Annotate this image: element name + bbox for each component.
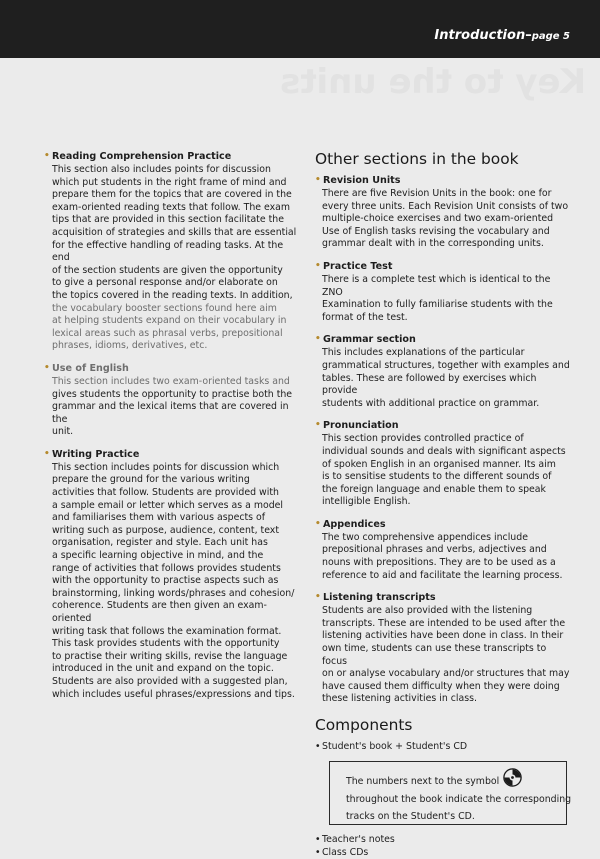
text-line: a specific learning objective in mind, and the — [52, 550, 264, 562]
item-title: Use of English — [52, 362, 129, 374]
text-line: grammatical structures, together with examples and — [322, 359, 570, 371]
text-line: gives students the opportunity to practise both the — [52, 388, 293, 400]
practice-test-item — [315, 260, 570, 324]
text-line: have caused them difficulty when they were doing — [322, 680, 560, 692]
text-line: every three units. Each Revision Unit consists of two — [322, 200, 569, 212]
item-body — [315, 274, 570, 324]
pronunciation-item — [315, 419, 570, 509]
bullet-icon: • — [315, 834, 321, 845]
text-line: prepare them for the topics that are covered in the — [52, 189, 292, 201]
text-line: which includes useful phrases/expressions and tips. — [52, 688, 295, 700]
text-line: on or analyse vocabulary and/or structures that may — [322, 668, 570, 680]
text-line: This section includes two exam-oriented tasks and — [52, 375, 290, 387]
text-line: Use of English tasks revising the vocabulary and — [322, 225, 550, 237]
bullet-icon: • — [44, 151, 50, 161]
page-number: page 5 — [531, 31, 570, 42]
text-line: introduced in the unit and expand on the topic. — [52, 663, 274, 675]
item-title: Writing Practice — [52, 448, 140, 460]
cd-note-box — [329, 761, 572, 825]
text-line: exam-oriented reading texts that follow. The exam — [52, 201, 291, 213]
cd-icon — [503, 768, 522, 787]
bullet-icon: • — [315, 592, 321, 603]
text-line: This task provides students with the opportunity — [52, 638, 280, 650]
section-title-other-sections: Other sections in the book — [315, 150, 519, 168]
bullet-icon: • — [315, 175, 321, 185]
item-body — [315, 347, 570, 410]
section-title-components: Components — [315, 716, 413, 734]
header-dash: – — [525, 28, 532, 43]
item-body — [315, 433, 570, 509]
text-line: intelligible English. — [322, 496, 411, 508]
text-line: with the opportunity to practise aspects such as — [52, 575, 279, 587]
text-line: coherence. Students are then given an exam-oriented — [52, 600, 267, 624]
item-title: Appendices — [323, 518, 386, 530]
component-item — [315, 740, 570, 753]
text-line: grammar and the lexical items that are covered in the — [52, 401, 289, 425]
text-line: activities that follow. Students are provided with — [52, 487, 279, 499]
item-title: Listening transcripts — [323, 592, 436, 604]
text-line: acquisition of strategies and skills that are essential — [52, 226, 297, 238]
bullet-icon: • — [315, 847, 321, 858]
text-line: The two comprehensive appendices include — [322, 531, 528, 543]
text-line: reference to aid and facilitate the learning process. — [322, 569, 563, 581]
text-line: the vocabulary booster sections found here aim — [52, 302, 277, 314]
text-line: a sample email or letter which serves as a model — [52, 499, 284, 511]
item-body — [315, 605, 570, 706]
text-line: lexical areas such as phrasal verbs, prepositional — [52, 327, 283, 339]
use-of-english-item — [44, 362, 302, 439]
component-item — [315, 846, 570, 859]
text-line: prepositional phrases and verbs, adjectives and — [322, 544, 547, 556]
text-line: the foreign language and enable them to speak — [322, 483, 546, 495]
note-text: The numbers next to the symbol — [346, 776, 500, 787]
header-title: Introduction — [434, 28, 526, 43]
item-title: Reading Comprehension Practice — [52, 151, 232, 162]
text-line: writing such as purpose, audience, content, text — [52, 524, 280, 536]
show-through-heading: Key to the units — [280, 62, 587, 102]
text-line: This includes explanations of the particular — [322, 347, 525, 359]
note-line: tracks on the Student's CD. — [346, 811, 475, 822]
appendices-item — [315, 518, 570, 582]
bullet-icon: • — [44, 448, 50, 459]
grammar-section-item — [315, 333, 570, 410]
item-body — [315, 188, 570, 251]
text-line: There are five Revision Units in the book: one for — [322, 188, 552, 199]
item-title: Pronunciation — [323, 420, 399, 432]
item-body — [44, 376, 302, 439]
text-line: students with additional practice on grammar. — [322, 397, 540, 409]
item-title: Revision Units — [323, 175, 401, 186]
bullet-icon: • — [44, 362, 50, 373]
text-line: prepare the ground for the various writing — [52, 474, 250, 486]
text-line: listening activities have been done in class. In their — [322, 630, 564, 642]
text-line: which put students in the right frame of mind and — [52, 176, 287, 188]
left-column — [44, 150, 302, 710]
text-line: individual sounds and deals with significant aspects — [322, 445, 566, 457]
text-line: brainstorming, linking words/phrases and cohesion/ — [52, 587, 295, 599]
note-line: throughout the book indicate the corresponding — [346, 794, 572, 805]
text-line: tips that are provided in this section facilitate the — [52, 214, 284, 226]
bullet-icon: • — [315, 518, 321, 529]
text-line: nouns with prepositions. They are to be used as a — [322, 557, 556, 569]
text-line: Students are also provided with a suggested plan, — [52, 675, 288, 687]
text-line: the topics covered in the reading texts. In addition, — [52, 289, 293, 301]
text-line: and familiarises them with various aspects of — [52, 512, 266, 524]
text-line: writing task that follows the examination format. — [52, 625, 282, 637]
listening-transcripts-item — [315, 591, 570, 706]
component-label: Teacher's notes — [322, 834, 395, 845]
text-line: to give a personal response and/or elaborate on — [52, 277, 278, 289]
text-line: grammar dealt with in the corresponding units. — [322, 238, 544, 250]
revision-units-item — [315, 174, 570, 251]
running-header — [434, 24, 570, 43]
bullet-icon: • — [315, 420, 321, 431]
text-line: multiple-choice exercises and two exam-oriented — [322, 213, 554, 225]
text-line: There is a complete test which is identical to the ZNO — [322, 273, 551, 298]
note-line — [346, 772, 566, 791]
text-line: tables. These are followed by exercises which provide — [322, 372, 537, 397]
text-line: these listening activities in class. — [322, 693, 477, 705]
text-line: at helping students expand on their vocabulary in — [52, 315, 287, 327]
text-line: unit. — [52, 426, 74, 438]
item-body — [315, 532, 570, 582]
component-label: Class CDs — [322, 847, 369, 858]
text-line: is to sensitise students to the different sounds of — [322, 471, 552, 483]
text-line: Students are also provided with the listening — [322, 605, 533, 617]
text-line: This section includes points for discussion which — [52, 461, 280, 473]
item-title: Practice Test — [323, 260, 393, 272]
bullet-icon: • — [315, 334, 321, 345]
component-item — [315, 833, 570, 846]
item-body — [44, 462, 302, 701]
writing-practice-item — [44, 448, 302, 701]
text-line: This section also includes points for discussion — [52, 164, 271, 175]
component-label: Student's book + Student's CD — [322, 741, 468, 752]
text-line: phrases, idioms, derivatives, etc. — [52, 340, 208, 352]
text-line: This section provides controlled practice of — [322, 433, 524, 445]
text-line: range of activities that follows provides students — [52, 562, 281, 574]
item-body — [44, 164, 302, 353]
text-line: for the effective handling of reading tasks. At the end — [52, 239, 284, 264]
text-line: of spoken English in an organised manner. Its aim — [322, 458, 556, 470]
right-column — [315, 150, 570, 859]
text-line: organisation, register and style. Each unit has — [52, 537, 268, 549]
text-line: format of the test. — [322, 311, 408, 323]
text-line: of the section students are given the opportunity — [52, 264, 283, 276]
text-line: transcripts. These are intended to be used after the — [322, 617, 566, 629]
text-line: own time, students can use these transcripts to focus — [322, 643, 547, 667]
text-line: to practise their writing skills, revise the language — [52, 650, 288, 662]
bullet-icon: • — [315, 260, 321, 271]
text-line: Examination to fully familiarise students with the — [322, 299, 553, 311]
bullet-icon: • — [315, 741, 321, 752]
item-title: Grammar section — [323, 334, 416, 346]
reading-comprehension-item — [44, 150, 302, 353]
header-bar — [0, 0, 600, 58]
